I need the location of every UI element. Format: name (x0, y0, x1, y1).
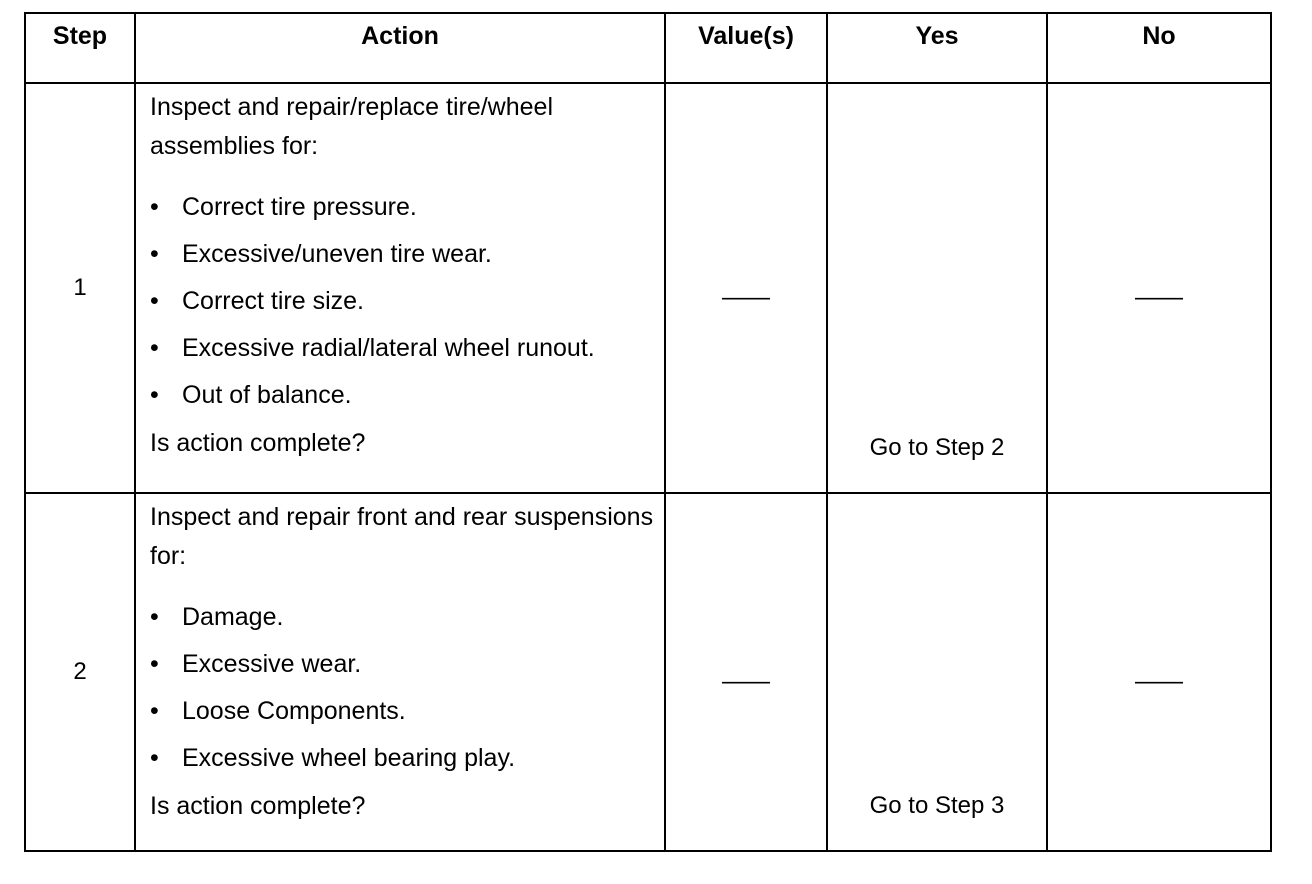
action-cell (135, 83, 665, 493)
header-action: Action (135, 13, 665, 83)
check-list (150, 184, 654, 419)
header-values: Value(s) (665, 13, 827, 83)
table-row (25, 493, 1271, 851)
check-item: • Damage. (150, 594, 654, 641)
no-cell (1047, 493, 1271, 851)
value-cell (665, 493, 827, 851)
check-item: • Excessive radial/lateral wheel runout. (150, 325, 654, 372)
check-item: • Excessive/uneven tire wear. (150, 231, 654, 278)
header-row (25, 13, 1271, 83)
yes-result: Go to Step 3 (827, 493, 1047, 851)
check-item: • Loose Components. (150, 688, 654, 735)
value-cell (665, 83, 827, 493)
table-row (25, 83, 1271, 493)
diagnostic-table (24, 12, 1272, 852)
step-number: 1 (25, 83, 135, 493)
action-question: Is action complete? (150, 792, 366, 820)
no-dash: —— (1135, 284, 1183, 311)
action-intro: Inspect and repair front and rear suspensions for: (150, 503, 654, 570)
action-intro: Inspect and repair/replace tire/wheel assemblies for: (150, 93, 554, 160)
check-item: • Correct tire size. (150, 278, 654, 325)
no-dash: —— (1135, 668, 1183, 695)
header-no: No (1047, 13, 1271, 83)
header-step: Step (25, 13, 135, 83)
check-item: • Excessive wheel bearing play. (150, 735, 654, 782)
yes-result: Go to Step 2 (827, 83, 1047, 493)
action-question: Is action complete? (150, 429, 366, 457)
header-yes: Yes (827, 13, 1047, 83)
action-cell (135, 493, 665, 851)
value-dash: —— (722, 284, 770, 311)
step-number: 2 (25, 493, 135, 851)
check-item: • Correct tire pressure. (150, 184, 654, 231)
value-dash: —— (722, 668, 770, 695)
check-list (150, 594, 654, 782)
check-item: • Out of balance. (150, 372, 654, 419)
no-cell (1047, 83, 1271, 493)
check-item: • Excessive wear. (150, 641, 654, 688)
